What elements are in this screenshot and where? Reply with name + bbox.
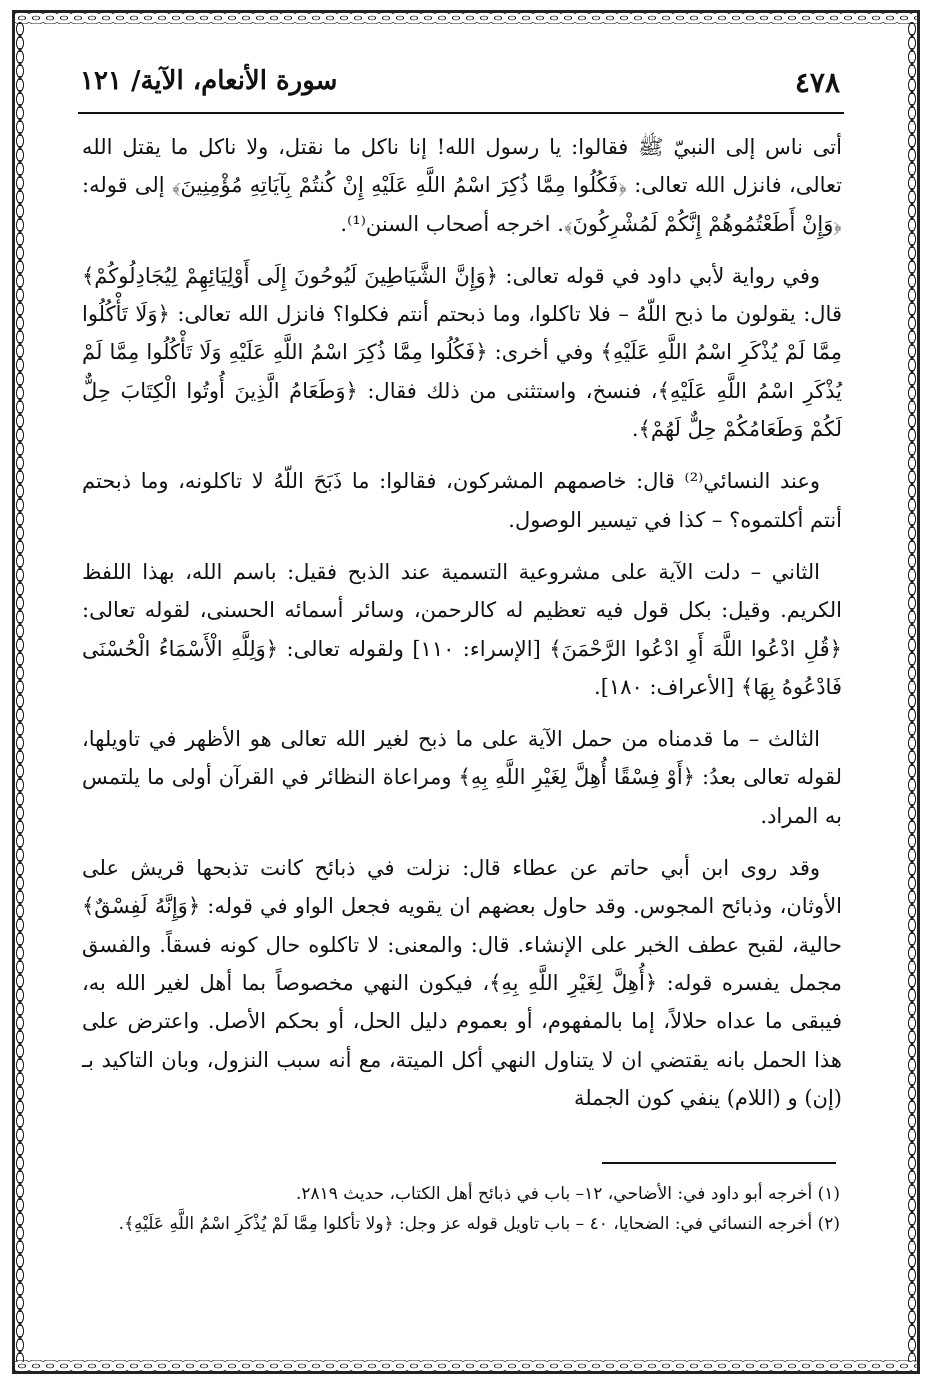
decorative-border-top	[15, 12, 917, 24]
paragraph-4: الثاني – دلت الآية على مشروعية التسمية عند الذبح فقيل: باسم الله، بهذا اللفظ الكريم. وقيل: بكل قول فيه تعظيم له كالرحمن، وسائر أسمائه الحسنى، لقوله تعالى: ﴿قُلِ ادْعُوا اللَّهَ أَوِ ادْعُوا الرَّحْمَنَ﴾ [الإسراء: ١١٠] ولقوله تعالى: ﴿وَلِلَّهِ الْأَسْمَاءُ الْحُسْنَى فَادْعُوهُ بِهَا﴾ [الأعراف: ١٨٠].	[82, 559, 842, 699]
header-divider	[78, 112, 844, 114]
decorative-border-right	[906, 22, 918, 1362]
paragraph-6: وقد روى ابن أبي حاتم عن عطاء قال: نزلت في ذبائح كانت تذبحها قريش على الأوثان، وذبائح المجوس. وقد حاول بعضهم ان يقويه فجعل الواو في قوله: ﴿وَإِنَّهُ لَفِسْقٌ﴾ حالية، لقبح عطف الخبر على الإنشاء. قال: والمعنى: لا تاكلوه حال كونه فسقاً. والفسق مجمل يفسره قوله: ﴿أُهِلَّ لِغَيْرِ اللَّهِ بِهِ﴾، فيكون النهي مخصوصاً بما أهل لغير الله به، فيبقى ما عداه حلالاً، إما بالمفهوم، أو بعموم دليل الحل، أو بحكم الأصل. واعترض على هذا الحمل بانه يقتضي ان لا يتناول النهي أكل الميتة، مع أنه سبب النزول، وبان التاكيد بـ (إن) و (اللام) ينفي كون الجملة	[82, 856, 842, 1110]
paragraph-3: وعند النسائي⁽²⁾ قال: خاصمهم المشركون، فقالوا: ما ذَبَحَ اللّهُ لا تاكلونه، وما ذبحتم أنتم أكلتموه؟ – كذا في تيسير الوصول.	[82, 469, 842, 532]
page-header	[80, 66, 840, 106]
decorative-border-bottom	[15, 1360, 917, 1372]
paragraph-1: أتى ناس إلى النبيّ ﷺ فقالوا: يا رسول الله! إنا ناكل ما نقتل، ولا ناكل ما يقتل الله تعالى، فانزل الله تعالى: ﴿فَكُلُوا مِمَّا ذُكِرَ اسْمُ اللَّهِ عَلَيْهِ إِنْ كُنتُمْ بِآيَاتِهِ مُؤْمِنِينَ﴾ إلى قوله: ﴿وَإِنْ أَطَعْتُمُوهُمْ إِنَّكُمْ لَمُشْرِكُونَ﴾. اخرجه أصحاب السنن⁽¹⁾.	[82, 135, 842, 236]
surah-title: سورة الأنعام، الآية/ ١٢١	[80, 66, 338, 96]
footnote-2: (٢) أخرجه النسائي في: الضحايا، ٤٠ – باب تاويل قوله عز وجل: ﴿ولا تأكلوا مِمَّا لَمْ يُذْكَرِ اسْمُ اللَّهِ عَلَيْهِ﴾.	[118, 1214, 840, 1234]
footnote-1: (١) أخرجه أبو داود في: الأضاحي، ١٢– باب في ذبائح أهل الكتاب، حديث ٢٨١٩.	[295, 1184, 840, 1204]
page-number: ٤٧٨	[794, 66, 840, 99]
paragraph-2: وفي رواية لأبي داود في قوله تعالى: ﴿وَإِنَّ الشَّيَاطِينَ لَيُوحُونَ إِلَى أَوْلِيَائِهِمْ لِيُجَادِلُوكُمْ﴾ قال: يقولون ما ذبح اللّهُ – فلا تاكلوا، وما ذبحتم أنتم فكلوا؟ فانزل الله تعالى: ﴿وَلَا تَأْكُلُوا مِمَّا لَمْ يُذْكَرِ اسْمُ اللَّهِ عَلَيْهِ﴾ وفي أخرى: ﴿فَكُلُوا مِمَّا ذُكِرَ اسْمُ اللَّهِ عَلَيْهِ وَلَا تَأْكُلُوا مِمَّا لَمْ يُذْكَرِ اسْمُ اللَّهِ عَلَيْهِ﴾، فنسخ، واستثنى من ذلك فقال: ﴿وَطَعَامُ الَّذِينَ أُوتُوا الْكِتَابَ حِلٌّ لَكُمْ وَطَعَامُكُمْ حِلٌّ لَهُمْ﴾.	[82, 263, 842, 442]
footnote-divider	[602, 1162, 836, 1164]
main-text	[82, 128, 842, 1131]
decorative-border-left	[14, 22, 26, 1362]
paragraph-5: الثالث – ما قدمناه من حمل الآية على ما ذبح لغير الله تعالى هو الأظهر في تاويلها، لقوله تعالى بعدُ: ﴿أَوْ فِسْقًا أُهِلَّ لِغَيْرِ اللَّهِ بِهِ﴾ ومراعاة النظائر في القرآن أولى ما يلتمس به المراد.	[82, 727, 842, 828]
footnotes	[90, 1180, 840, 1240]
